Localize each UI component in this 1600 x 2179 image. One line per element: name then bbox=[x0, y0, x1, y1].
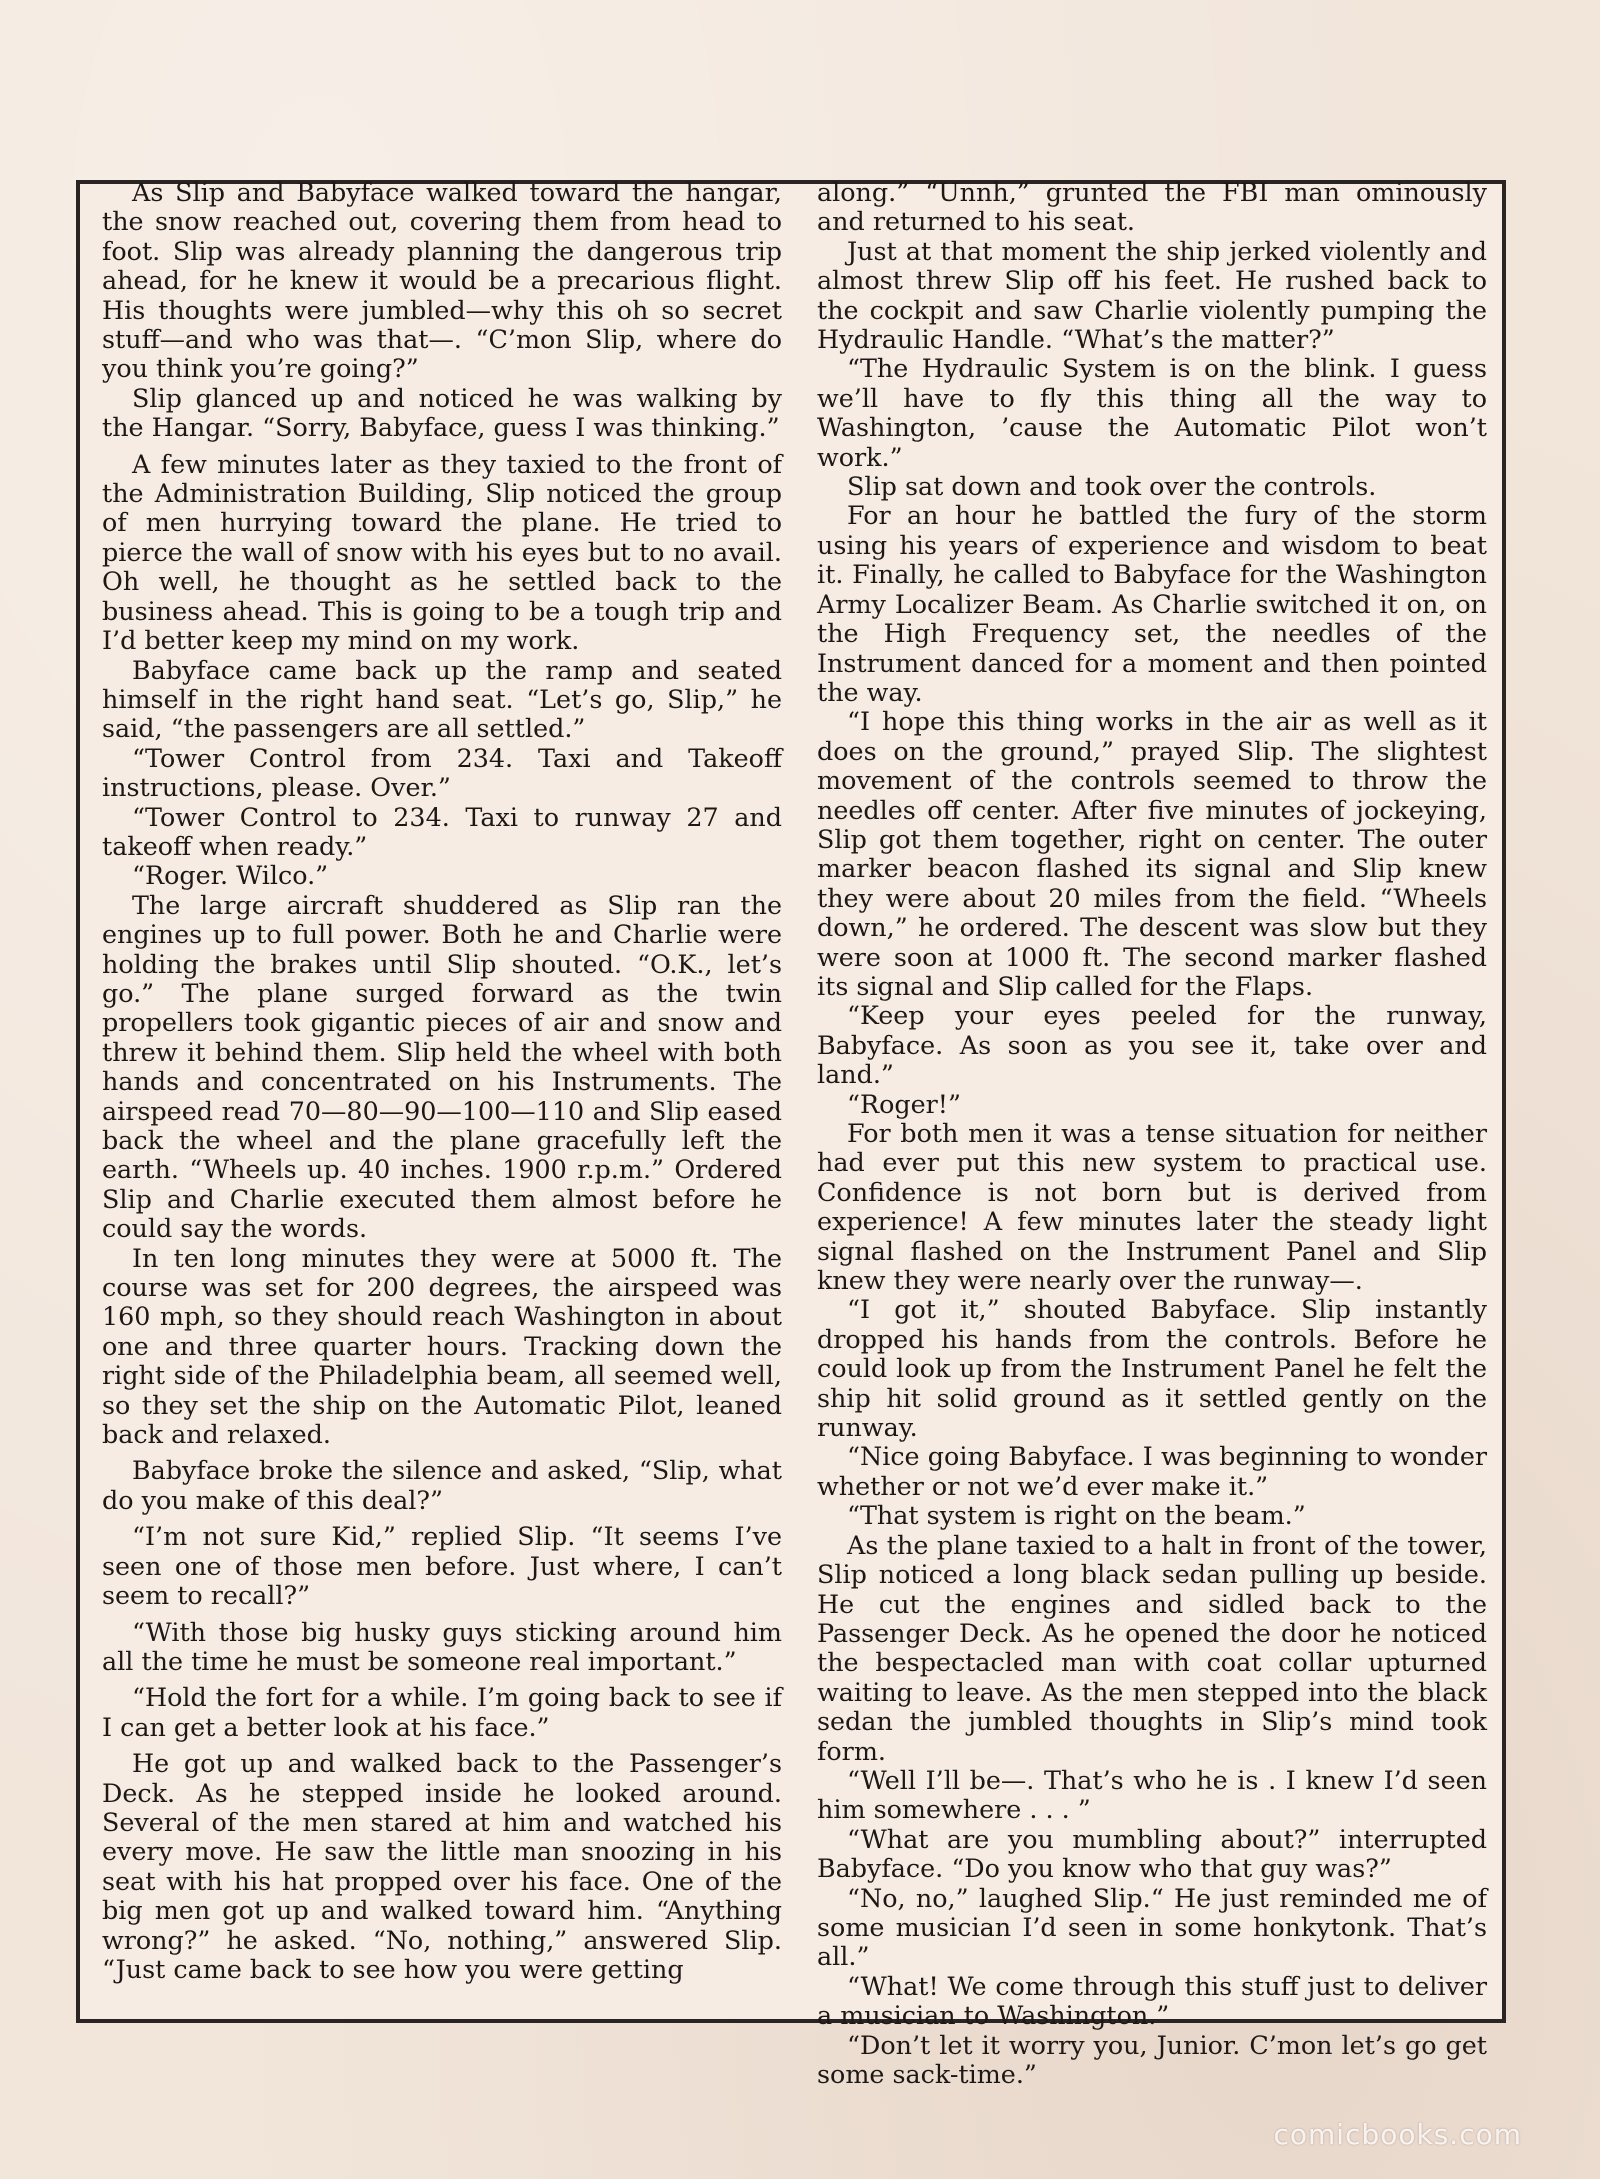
paragraph: “No, no,” laughed Slip.“ He just reminded me of some musician I’d seen in some honkytonk. That’s all.” bbox=[817, 1882, 1487, 1972]
paragraph: As Slip and Babyface walked toward the hangar, the snow reached out, covering them from head to foot. Slip was already planning the dangerous trip ahead, for he knew it would be a precarious flight. His thoughts were jumbled—why this oh so secret stuff—and who was that—. “C’mon Slip, where do you think you’re going?” bbox=[102, 177, 782, 384]
paragraph: “Roger. Wilco.” bbox=[132, 860, 329, 891]
paragraph: “I’m not sure Kid,” replied Slip. “It seems I’ve seen one of those men before. Just where, I can’t seem to recall?” bbox=[102, 1521, 782, 1611]
paragraph: “That system is right on the beam.” bbox=[847, 1500, 1306, 1531]
paragraph: A few minutes later as they taxied to the front of the Administration Building, Slip noticed the group of men hurrying toward the plane. He tried to pierce the wall of snow with his eyes but to no avail. Oh well, he thought as he settled back to the business ahead. This is going to be a tough trip and I’d better keep my mind on my work. bbox=[102, 448, 782, 656]
paragraph: “Don’t let it worry you, Junior. C’mon let’s go get some sack-time.” bbox=[817, 2029, 1487, 2089]
paragraph: He got up and walked back to the Passenger’s Deck. As he stepped inside he looked around. Several of the men stared at him and watched his every move. He saw the little man snoozing in his seat with his hat propped over his face. One of the big men got up and walked toward him. “Anything wrong?” he asked. “No, nothing,” answered Slip. “Just came back to see how you were getting bbox=[102, 1748, 782, 1984]
paragraph: “What are you mumbling about?” interrupted Babyface. “Do you know who that guy was?” bbox=[817, 1823, 1487, 1884]
paragraph: For an hour he battled the fury of the storm using his years of experience and wisdom to beat it. Finally, he called to Babyface for the Washington Army Localizer Beam. As Charlie switched it on, on the High Frequency set, the needles of the Instrument danced for a moment and then pointed the way. bbox=[817, 500, 1487, 707]
paragraph: along.” “Unnh,” grunted the FBI man ominously and returned to his seat. bbox=[817, 177, 1487, 237]
paragraph: Slip sat down and took over the controls. bbox=[847, 471, 1377, 502]
paragraph: Just at that moment the ship jerked violently and almost threw Slip off his feet. He rushed back to the cockpit and saw Charlie violently pumping the Hydraulic Handle. “What’s the matter?” bbox=[817, 235, 1487, 355]
paragraph: “Keep your eyes peeled for the runway, Babyface. As soon as you see it, take over and land.” bbox=[817, 1000, 1487, 1090]
paragraph: Slip glanced up and noticed he was walking by the Hangar. “Sorry, Babyface, guess I was thinking.” bbox=[102, 382, 782, 443]
paragraph: Babyface came back up the ramp and seated himself in the right hand seat. “Let’s go, Slip,” he said, “the passengers are all settled.” bbox=[102, 654, 782, 744]
paragraph: “Hold the fort for a while. I’m going back to see if I can get a better look at his face.” bbox=[102, 1682, 782, 1742]
story-text-frame bbox=[76, 177, 1506, 2089]
paragraph: For both men it was a tense situation for neither had ever put this new system to practical use. Confidence is not born but is derived from experience! A few minutes later the steady light signal flashed on the Instrument Panel and Slip knew they were nearly over the runway—. bbox=[817, 1118, 1487, 1296]
paragraph: “Roger!” bbox=[847, 1088, 961, 1119]
paragraph: As the plane taxied to a halt in front of the tower, Slip noticed a long black sedan pulling up beside. He cut the engines and sidled back to the Passenger Deck. As he opened the door he noticed the bespectacled man with coat collar upturned waiting to leave. As the men stepped into the black sedan the jumbled thoughts in Slip’s mind took form. bbox=[817, 1529, 1487, 1766]
paragraph: “I got it,” shouted Babyface. Slip instantly dropped his hands from the controls. Before he could look up from the Instrument Panel he felt the ship hit solid ground as it settled gently on the runway. bbox=[817, 1294, 1487, 1443]
paragraph: “Tower Control to 234. Taxi to runway 27 and takeoff when ready.” bbox=[102, 801, 782, 861]
paragraph: “Tower Control from 234. Taxi and Takeoff instructions, please. Over.” bbox=[102, 742, 782, 803]
paragraph: “I hope this thing works in the air as well as it does on the ground,” prayed Slip. The slightest movement of the controls seemed to throw the needles off center. After five minutes of jockeying, Slip got them together, right on center. The outer marker beacon flashed its signal and Slip knew they were about 20 miles from the field. “Wheels down,” he ordered. The descent was slow but they were soon at 1000 ft. The second marker flashed its signal and Slip called for the Flaps. bbox=[817, 706, 1487, 1001]
right-text-column bbox=[817, 178, 1487, 2089]
paragraph: “Well I’ll be—. That’s who he is . I knew I’d seen him somewhere . . . ” bbox=[817, 1764, 1487, 1825]
watermark-text: comicbooks.com bbox=[1273, 2118, 1522, 2151]
left-text-column bbox=[102, 178, 782, 1984]
paragraph: In ten long minutes they were at 5000 ft. The course was set for 200 degrees, the airspeed was 160 mph, so they should reach Washington in about one and three quarter hours. Tracking down the right side of the Philadelphia beam, all seemed well, so they set the ship on the Automatic Pilot, leaned back and relaxed. bbox=[102, 1242, 782, 1450]
paragraph: “With those big husky guys sticking around him all the time he must be someone real important.” bbox=[102, 1616, 782, 1676]
paragraph: “What! We come through this stuff just to deliver a musician to Washington.” bbox=[817, 1970, 1487, 2031]
paragraph: The large aircraft shuddered as Slip ran the engines up to full power. Both he and Charlie were holding the brakes until Slip shouted. “O.K., let’s go.” The plane surged forward as the twin propellers took gigantic pieces of air and snow and threw it behind them. Slip held the wheel with both hands and concentrated on his Instruments. The airspeed read 70—80—90—100—110 and Slip eased back the wheel and the plane gracefully left the earth. “Wheels up. 40 inches. 1900 r.p.m.” Ordered Slip and Charlie executed them almost before he could say the words. bbox=[102, 889, 782, 1244]
paragraph: “Nice going Babyface. I was beginning to wonder whether or not we’d ever make it.” bbox=[817, 1441, 1487, 1501]
paragraph: “The Hydraulic System is on the blink. I guess we’ll have to fly this thing all the way to Washington, ’cause the Automatic Pilot won’t work.” bbox=[817, 353, 1487, 472]
paragraph: Babyface broke the silence and asked, “Slip, what do you make of this deal?” bbox=[102, 1455, 782, 1515]
